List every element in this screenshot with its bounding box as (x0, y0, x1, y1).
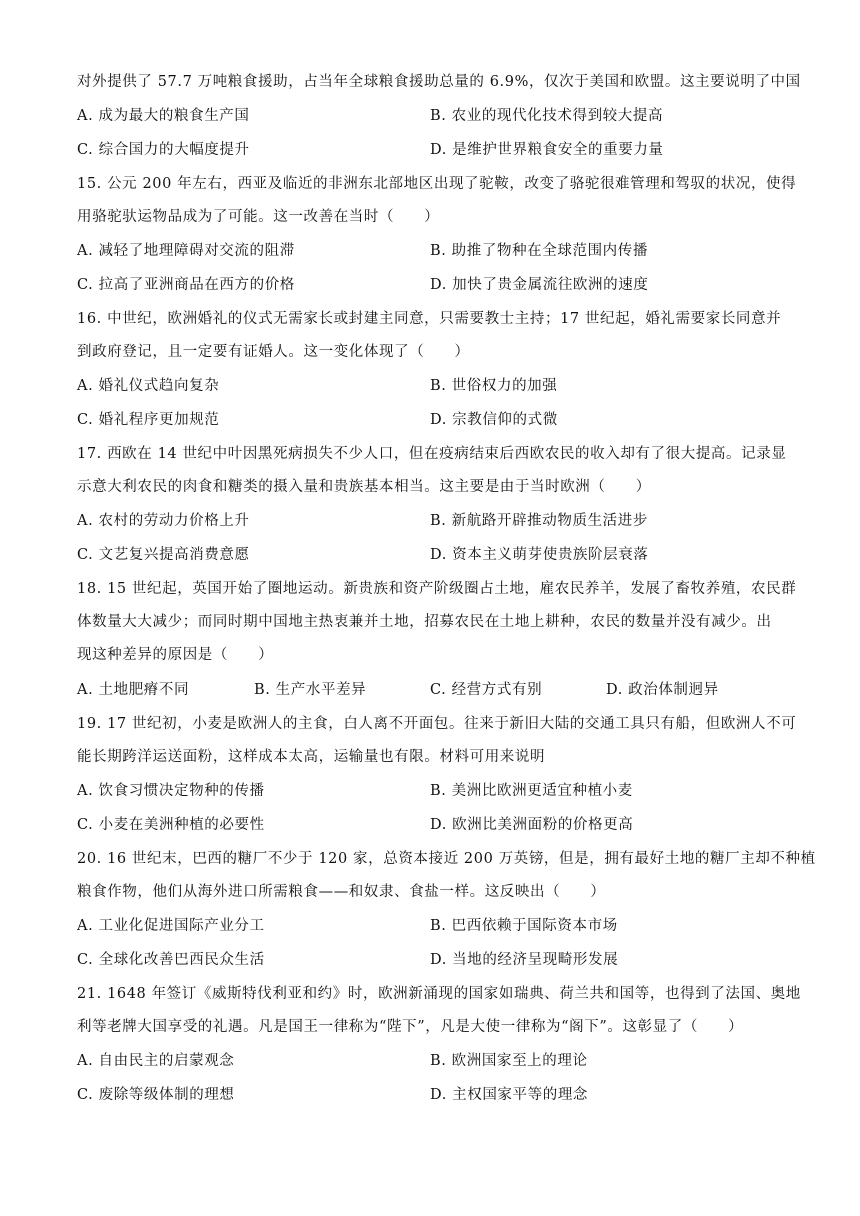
option-d: D. 资本主义萌芽使贵族阶层衰落 (430, 547, 649, 563)
question-18-text: 体数量大大减少；而同时期中国地主热衷兼并土地，招募农民在土地上耕种，农民的数量并没有减少。出 (77, 614, 772, 630)
option-c: C. 拉高了亚洲商品在西方的价格 (77, 277, 295, 293)
option-b: B. 欧洲国家至上的理论 (430, 1053, 588, 1069)
option-c: C. 综合国力的大幅度提升 (77, 142, 250, 158)
question-17-text: 示意大利农民的肉食和糖类的摄入量和贵族基本相当。这主要是由于当时欧洲（ ） (77, 479, 651, 495)
option-b: B. 世俗权力的加强 (430, 378, 558, 394)
question-18-text: 现这种差异的原因是（ ） (77, 647, 274, 663)
option-a: A. 自由民主的启蒙观念 (77, 1053, 235, 1069)
question-16-text: 到政府登记，且一定要有证婚人。这一变化体现了（ ） (77, 344, 470, 360)
question-20-text: 20. 16 世纪末，巴西的糖厂不少于 120 家，总资本接近 200 万英镑，但是，拥有最好土地的糖厂主却不种植 (77, 851, 816, 867)
question-15-text: 15. 公元 200 年左右，西亚及临近的非洲东北部地区出现了驼鞍，改变了骆驼很难管理和驾驭的状况，使得 (77, 176, 797, 192)
question-16-text: 16. 中世纪，欧洲婚礼的仪式无需家长或封建主同意，只需要教士主持；17 世纪起，婚礼需要家长同意并 (77, 311, 782, 327)
option-d: D. 当地的经济呈现畸形发展 (430, 952, 619, 968)
option-a: A. 农村的劳动力价格上升 (77, 513, 250, 529)
question-21-text: 21. 1648 年签订《威斯特伐利亚和约》时，欧洲新涌现的国家如瑞典、荷兰共和国等，也得到了法国、奥地 (77, 986, 801, 1002)
option-d: D. 主权国家平等的理念 (430, 1087, 589, 1103)
option-b: B. 农业的现代化技术得到较大提高 (430, 108, 664, 124)
option-a: A. 工业化促进国际产业分工 (77, 918, 265, 934)
option-b: B. 巴西依赖于国际资本市场 (430, 918, 618, 934)
option-d: D. 加快了贵金属流往欧洲的速度 (430, 277, 649, 293)
option-a: A. 减轻了地理障碍对交流的阻滞 (77, 243, 295, 259)
option-b: B. 生产水平差异 (254, 682, 367, 698)
question-text: 对外提供了 57.7 万吨粮食援助，占当年全球粮食援助总量的 6.9%，仅次于美国和欧盟。这主要说明了中国 (77, 74, 801, 90)
option-a: A. 饮食习惯决定物种的传播 (77, 783, 265, 799)
option-b: B. 美洲比欧洲更适宜种植小麦 (430, 783, 633, 799)
option-d: D. 宗教信仰的式微 (430, 412, 558, 428)
option-b: B. 新航路开辟推动物质生活进步 (430, 513, 648, 529)
option-a: A. 土地肥瘠不同 (77, 682, 190, 698)
question-21-text: 利等老牌大国享受的礼遇。凡是国王一律称为“陛下”，凡是大使一律称为“阁下”。这彰显了（ ） (77, 1019, 744, 1035)
question-17-text: 17. 西欧在 14 世纪中叶因黑死病损失不少人口，但在疫病结束后西欧农民的收入却有了很大提高。记录显 (77, 446, 787, 462)
option-d: D. 政治体制迥异 (606, 682, 719, 698)
option-a: A. 婚礼仪式趋向复杂 (77, 378, 220, 394)
option-a: A. 成为最大的粮食生产国 (77, 108, 250, 124)
option-c: C. 废除等级体制的理想 (77, 1087, 235, 1103)
option-b: B. 助推了物种在全球范围内传播 (430, 243, 648, 259)
option-c: C. 婚礼程序更加规范 (77, 412, 220, 428)
option-c: C. 全球化改善巴西民众生活 (77, 952, 265, 968)
option-c: C. 经营方式有别 (430, 682, 543, 698)
question-18-text: 18. 15 世纪起，英国开始了圈地运动。新贵族和资产阶级圈占土地，雇农民养羊，发展了畜牧养殖，农民群 (77, 581, 797, 597)
option-c: C. 小麦在美洲种植的必要性 (77, 817, 265, 833)
question-20-text: 粮食作物，他们从海外进口所需粮食——和奴隶、食盐一样。这反映出（ ） (77, 884, 606, 900)
option-d: D. 是维护世界粮食安全的重要力量 (430, 142, 664, 158)
option-d: D. 欧洲比美洲面粉的价格更高 (430, 817, 634, 833)
question-19-text: 能长期跨洋运送面粉，这样成本太高，运输量也有限。材料可用来说明 (77, 749, 546, 765)
option-c: C. 文艺复兴提高消费意愿 (77, 547, 250, 563)
question-15-text: 用骆驼驮运物品成为了可能。这一改善在当时（ ） (77, 209, 440, 225)
question-19-text: 19. 17 世纪初，小麦是欧洲人的主食，白人离不开面包。往来于新旧大陆的交通工具只有船，但欧洲人不可 (77, 716, 797, 732)
